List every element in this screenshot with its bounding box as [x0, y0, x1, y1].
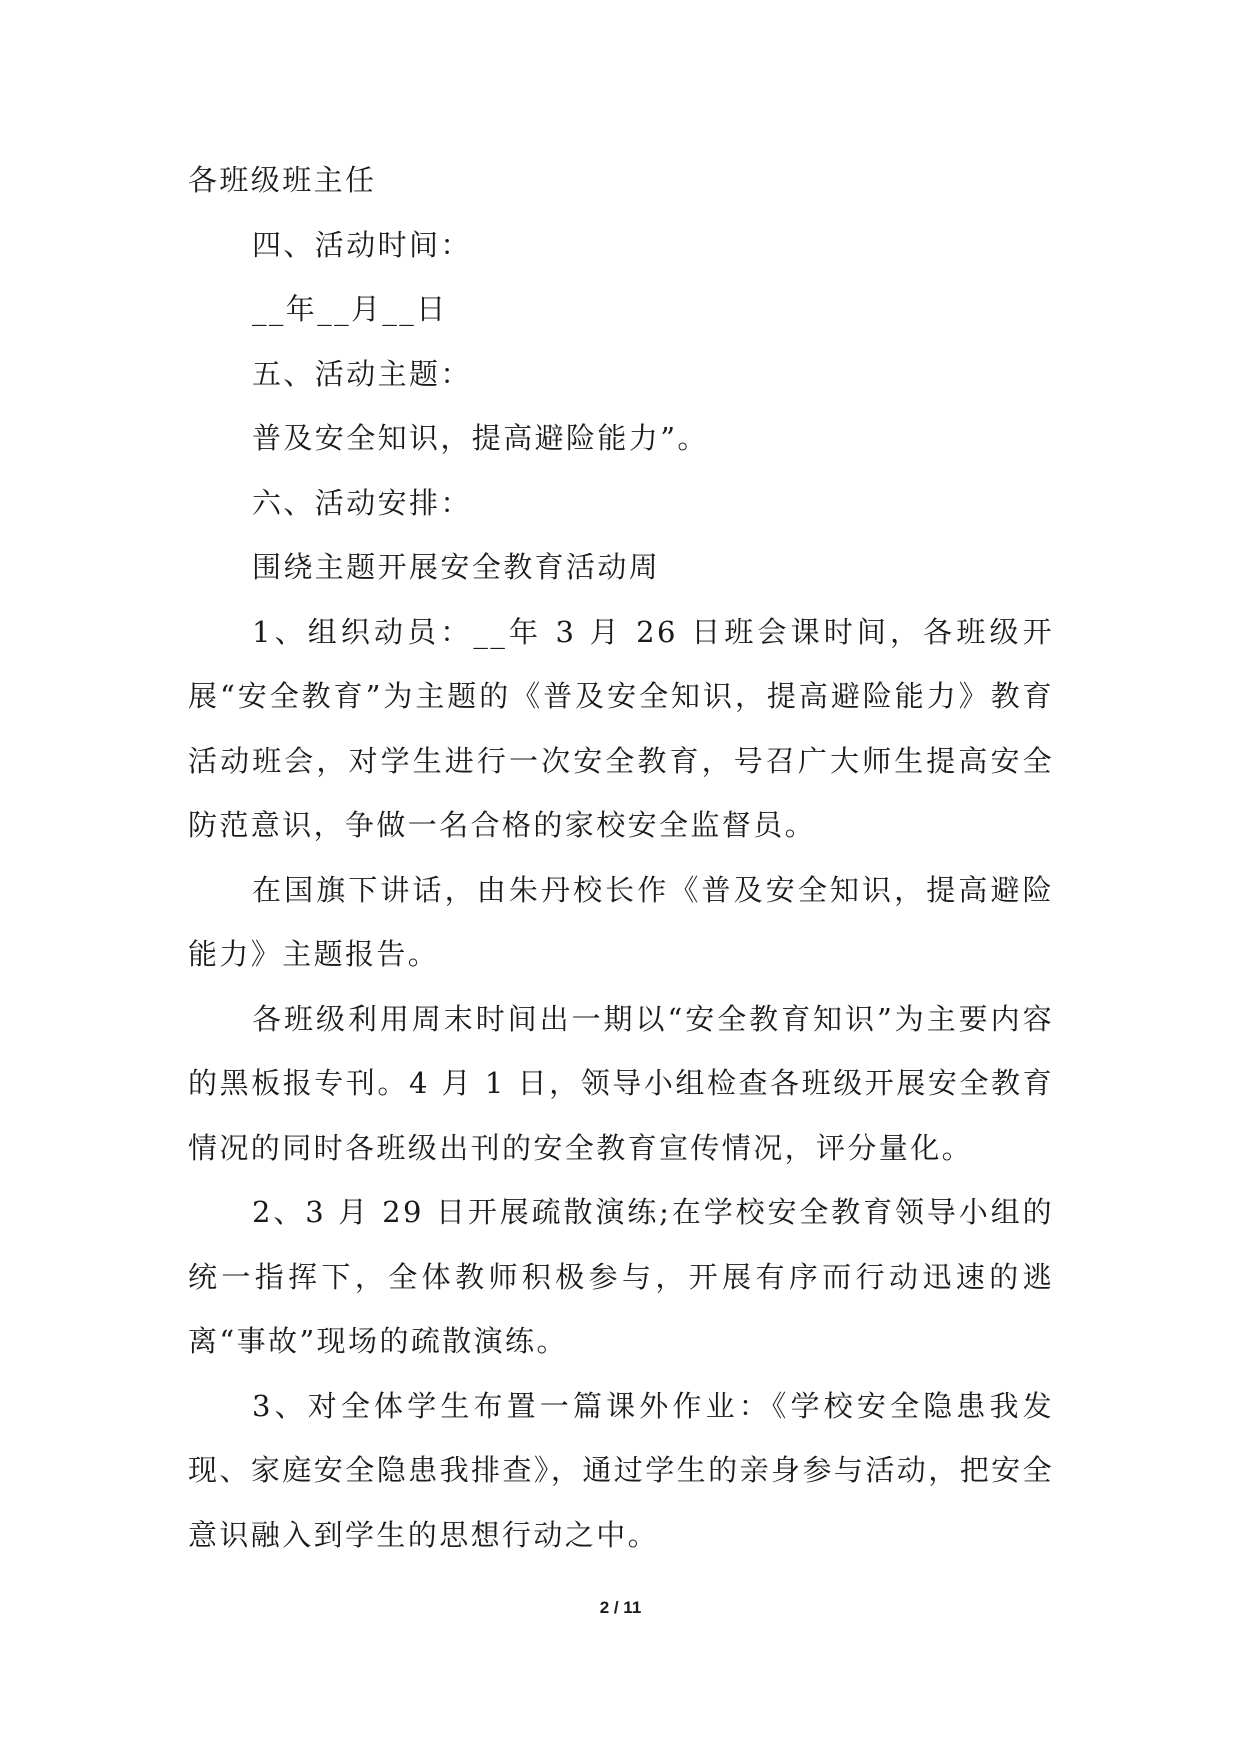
paragraph: 四、活动时间：: [252, 227, 472, 262]
paragraph: 1、组织动员：__年 3 月 26 日班会课时间，各班级开展“安全教育”为主题的《普及安全知识，提高避险能力》教育活动班会，对学生进行一次安全教育，号召广大师生提高安全防范意识，争做一名合格的家校安全监督员。: [188, 614, 1054, 842]
paragraph: __年__月__日: [252, 292, 448, 326]
paragraph: 普及安全知识，提高避险能力”。: [252, 421, 709, 455]
paragraph: 3、对全体学生布置一篇课外作业：《学校安全隐患我发现、家庭安全隐患我排查》，通过学生的亲身参与活动，把安全意识融入到学生的思想行动之中。: [188, 1388, 1054, 1552]
paragraph: 在国旗下讲话，由朱丹校长作《普及安全知识，提高避险能力》主题报告。: [188, 872, 1054, 971]
page-number: 2 / 11: [599, 1598, 642, 1617]
document-body: [188, 148, 1054, 1567]
paragraph: 各班级利用周末时间出一期以“安全教育知识”为主要内容的黑板报专刊。4 月 1 日，领导小组检查各班级开展安全教育情况的同时各班级出刊的安全教育宣传情况，评分量化。: [188, 1001, 1054, 1165]
paragraph: 六、活动安排：: [252, 485, 472, 520]
paragraph: 围绕主题开展安全教育活动周: [252, 550, 661, 584]
paragraph: 五、活动主题：: [252, 356, 472, 391]
paragraph: 2、3 月 29 日开展疏散演练;在学校安全教育领导小组的统一指挥下，全体教师积极参与，开展有序而行动迅速的逃离“事故”现场的疏散演练。: [188, 1195, 1054, 1358]
paragraph: 各班级班主任: [188, 163, 377, 197]
